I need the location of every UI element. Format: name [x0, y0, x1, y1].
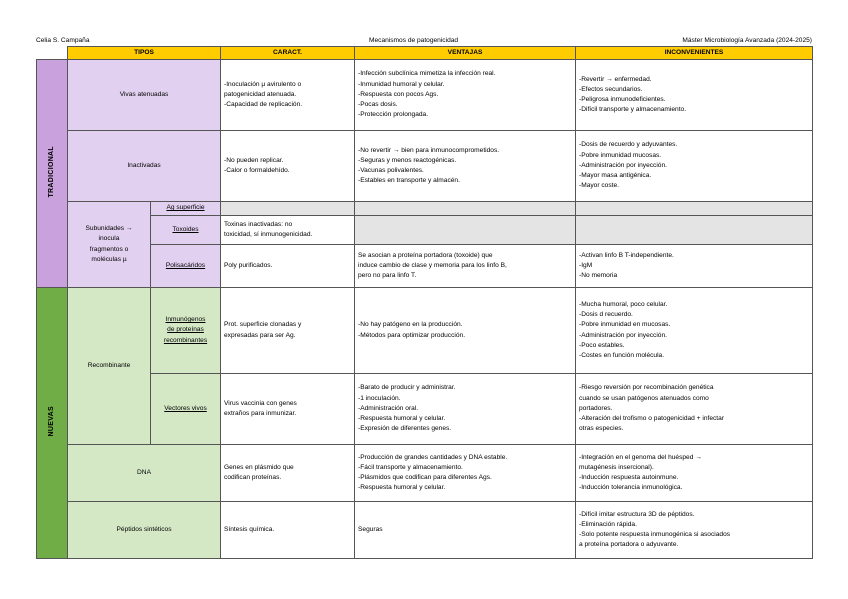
document-topic: Mecanismos de patogenicidad	[369, 37, 459, 44]
tipo-recombinante: Recombinante	[68, 288, 151, 445]
inconvenientes-inactivadas: -Dosis de recuerdo y adyuvantes. -Pobre inmunidad mucosas. -Administración por inyección. -Mayor masa antigénica. -Mayor coste.	[576, 131, 813, 202]
subtipo-polisacaridos: Polisacáridos	[165, 261, 206, 269]
ventajas-dna: -Producción de grandes cantidades y DNA estable. -Fácil transporte y almacenamiento. -Plásmidos que codifican para diferentes Ags. -Respuesta humoral y celular.	[355, 445, 576, 502]
inconvenientes-inmunogenos: -Mucha humoral, poco celular. -Dosis d recuerdo. -Pobre inmunidad en mucosas. -Administración por inyección. -Poco estables. -Costes en función molécula.	[576, 288, 813, 374]
group-label-nuevas-cell	[37, 288, 68, 559]
group-label-nuevas: NUEVAS	[47, 405, 55, 437]
inconvenientes-polisacaridos: -Activan linfo B T-independiente. -IgM -No memoria	[576, 245, 813, 288]
ventajas-inactivadas: -No revertir → bien para inmunocomprometidos. -Seguras y menos reactogénicas. -Vacunas polivalentes. -Estables en transporte y almacén.	[355, 131, 576, 202]
author-name: Celia S. Campaña	[36, 37, 90, 44]
caract-polisacaridos: Poly purificados.	[221, 245, 355, 288]
vaccine-comparison-table	[36, 46, 813, 559]
column-header-ventajas: VENTAJAS	[355, 47, 576, 60]
ventajas-toxoides	[355, 216, 576, 245]
column-header-tipos: TIPOS	[68, 47, 221, 60]
caract-vivas: -Inoculación µ avirulento o patogenicidad atenuada. -Capacidad de replicación.	[221, 60, 355, 131]
tipo-peptidos-sinteticos: Péptidos sintéticos	[68, 502, 221, 559]
group-label-tradicional-cell	[37, 60, 68, 288]
inconvenientes-vectores-vivos: -Riesgo reversión por recombinación genética cuando se usan patógenos atenuados como portadores. -Alteración del trofismo o patogenicidad + infectar otras especies.	[576, 374, 813, 445]
ventajas-inmunogenos: -No hay patógeno en la producción. -Métodos para optimizar producción.	[355, 288, 576, 374]
inconvenientes-peptidos: -Difícil imitar estructura 3D de péptidos. -Eliminación rápida. -Solo potente respuesta inmunogénica si asociados a proteína portadora o adyuvante.	[576, 502, 813, 559]
table-row	[37, 245, 813, 288]
subtipo-vectores-vivos-cell	[151, 374, 221, 445]
ventajas-vivas: -Infección subclínica mimetiza la infección real. -Inmunidad humoral y celular. -Respuesta con pocos Ags. -Pocas dosis. -Protección prolongada.	[355, 60, 576, 131]
table-row	[37, 502, 813, 559]
subtipo-vectores-vivos: Vectores vivos	[164, 404, 207, 412]
ventajas-polisacaridos: Se asocian a proteína portadora (toxoide) que induce cambio de clase y memoria para los linfo B, pero no para linfo T.	[355, 245, 576, 288]
tipo-vivas-atenuadas: Vivas atenuadas	[68, 60, 221, 131]
table-row	[37, 445, 813, 502]
subtipo-toxoides: Toxoides	[172, 225, 199, 233]
course-name: Máster Microbiología Avanzada (2024-2025)	[682, 37, 812, 44]
subtipo-ag-superficie: Ag superficie	[166, 204, 205, 212]
tipo-inactivadas: Inactivadas	[68, 131, 221, 202]
ventajas-peptidos: Seguras	[355, 502, 576, 559]
subtipo-ag-superficie-cell	[151, 202, 221, 216]
inconvenientes-toxoides	[576, 216, 813, 245]
table-row	[37, 216, 813, 245]
subtipo-inmunogenos-cell	[151, 288, 221, 374]
table-row	[37, 202, 813, 216]
caract-dna: Genes en plásmido que codifican proteínas.	[221, 445, 355, 502]
table-row	[37, 288, 813, 374]
ventajas-ag-superficie	[355, 202, 576, 216]
caract-inactivadas: -No pueden replicar. -Calor o formaldehído.	[221, 131, 355, 202]
subtipo-inmunogenos: Inmunógenos de proteínas recombinantes	[163, 316, 208, 344]
caract-vectores-vivos: Virus vaccinia con genes extraños para inmunizar.	[221, 374, 355, 445]
inconvenientes-ag-superficie	[576, 202, 813, 216]
inconvenientes-vivas: -Revertir → enfermedad. -Efectos secundarios. -Peligrosa inmunodeficientes. -Difícil transporte y almacenamiento.	[576, 60, 813, 131]
caract-peptidos: Síntesis química.	[221, 502, 355, 559]
caract-inmunogenos: Prot. superficie clonadas y expresadas para ser Ag.	[221, 288, 355, 374]
column-header-inconvenientes: INCONVENIENTES	[576, 47, 813, 60]
table-header-row	[37, 47, 813, 60]
table-row	[37, 374, 813, 445]
caract-toxoides: Toxinas inactivadas: no toxicidad, sí inmunogenicidad.	[221, 216, 355, 245]
group-label-tradicional: TRADICIONAL	[47, 145, 55, 198]
subtipo-polisacaridos-cell	[151, 245, 221, 288]
table-row	[37, 131, 813, 202]
inconvenientes-dna: -Integración en el genoma del huésped → mutagénesis insercional). -Inducción respuesta autoinmune. -Inducción tolerancia inmunológica.	[576, 445, 813, 502]
table-row	[37, 60, 813, 131]
header-blank-cell	[37, 47, 68, 60]
page-header	[36, 36, 812, 46]
subtipo-toxoides-cell	[151, 216, 221, 245]
ventajas-vectores-vivos: -Barato de producir y administrar. -1 inoculación. -Administración oral. -Respuesta humoral y celular. -Expresión de diferentes genes.	[355, 374, 576, 445]
tipo-subunidades: Subunidades → inocula fragmentos o moléculas µ	[68, 202, 151, 288]
tipo-dna: DNA	[68, 445, 221, 502]
column-header-caract: CARACT.	[221, 47, 355, 60]
caract-ag-superficie	[221, 202, 355, 216]
